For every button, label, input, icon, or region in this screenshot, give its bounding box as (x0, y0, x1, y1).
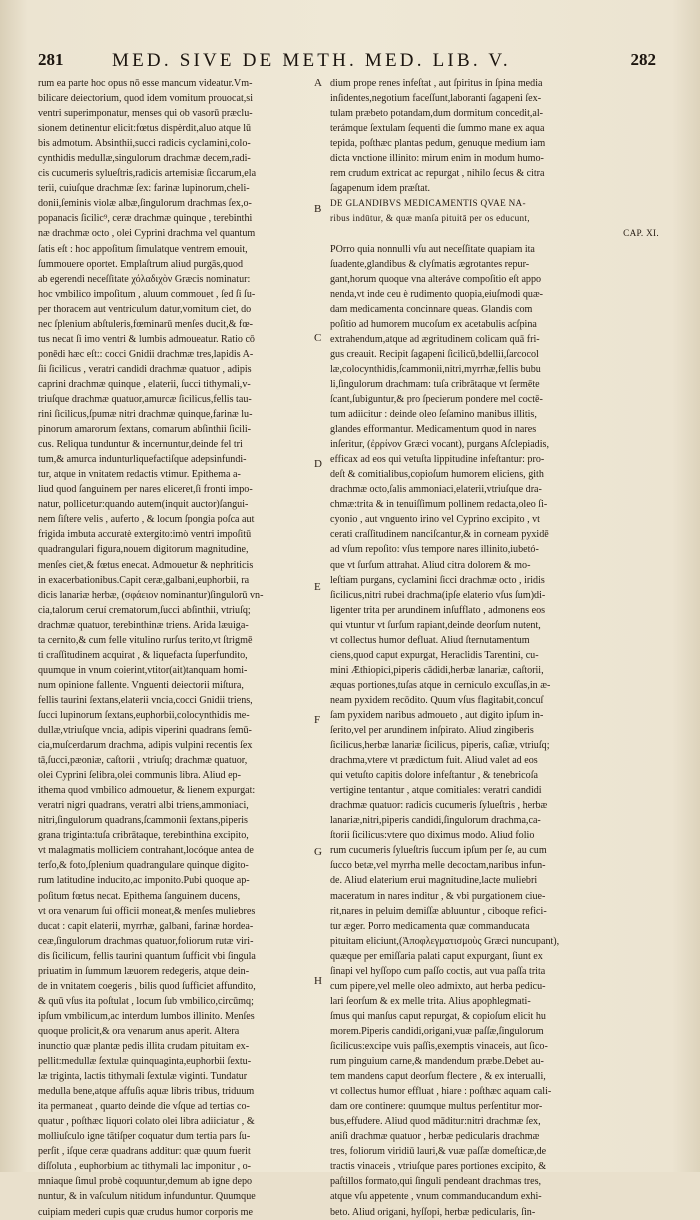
text-line: cynthidis medullæ,singulorum drachmæ decem,radi- (38, 153, 251, 165)
text-line: lari ſeorſum & ex melle trita. Alius apophlegmati- (330, 995, 531, 1007)
text-line: paſtillos formato,qui ſinguli pendeant drachmas tres, (330, 1176, 542, 1188)
text-line: ipſum vmbilicum,ac interdum lumbos illinito. Menſes (38, 1010, 255, 1022)
text-line: ſucci lupinorum ſextans,euphorbii,colocynthidis me- (38, 709, 250, 721)
text-line: deſt & comitialibus,copioſum humorem eliciens, gith (330, 469, 544, 481)
text-line: rini ſicilicus,ſpumæ nitri drachmæ quinque,farinæ lu- (38, 409, 253, 421)
text-line: diſſoluta , euphorbium ac tithymali lac imponitur , o- (38, 1161, 252, 1173)
text-line: ſii ſicilicus , veratri candidi drachmæ quatuor , adipis (38, 363, 252, 375)
text-line: dicis lanariæ herbæ, (σφάειον nominantur)ſingulorū vn- (38, 589, 264, 601)
text-line: ta cernito,& cum felle vitulino rurſus terito,vt ſtrigmē (38, 634, 253, 646)
text-line: bus,effudere. Aliud quod māditur:nitri drachmæ ſex, (330, 1116, 541, 1128)
text-line: fellis taurini ſextans,elaterii vncia,cocci Gnidii triens, (38, 694, 253, 706)
text-line: rum latitudine inducito,ac imponito.Pubi quoque ap- (38, 875, 250, 887)
text-line: ſuadente,glandibus & clyſmatis ægrotantes repur- (330, 258, 530, 270)
text-line: poſitio ad humorem mucoſum ex acetabulis acſpina (330, 318, 537, 330)
text-line: bis admotum. Absinthii,succi radicis cyclamini,colo- (38, 138, 251, 150)
page-number-right: 282 (630, 50, 656, 69)
text-line: POrro quia nonnulli vſu aut neceſſitate quapiam ita (330, 243, 535, 255)
text-line: & quū vſus ita poſtulat , locum ſub vmbilico,circūmq; (38, 995, 254, 1007)
text-line: tepida, poſthæc plantas pedum, genuque medium iam (330, 138, 546, 150)
text-line: sionem detinentur elicit:fœtus dispèrdit,aluo atque lū (38, 123, 252, 135)
text-line: gus creauit. Recipit ſagapeni ſicilicū,bdellii,ſarcocol (330, 348, 539, 360)
text-line: pinorum amarorum ſextans, comarum abſinthii ſicili- (38, 424, 252, 436)
text-line: quadrangulari figura,nouem digitorum magnitudine, (38, 544, 249, 556)
text-line: inſidentes,negotium faceſſunt,laboranti ſagapeni ſex- (330, 93, 542, 105)
right-text-column (330, 76, 659, 1220)
text-line: cia,talorum ceruí crematorum,ſucci abſinthii, vtriuſq; (38, 604, 251, 616)
text-line: ſicilicus:excipe vuis paſſis,exemptis vinaceis, aut ſico- (330, 1041, 548, 1052)
text-line: maceratum in nares inditur , & vbi purgationem ciue- (330, 890, 546, 902)
text-line: liud quod ſanguinem per nares eliceret,ſi fronti impo- (38, 484, 253, 496)
text-line: cerati craſſitudinem nanciſcantur,& in corneam pyxidē (330, 529, 549, 541)
text-line: olei Cyprini ſelibra,olei communis libra. Aliud ep- (38, 770, 241, 782)
text-line: næ drachmæ octo , olei Cyprini drachma vel quantum (38, 228, 256, 240)
text-line: æquas portiones,tuſas atque in cerniculo excuſſas,in æ- (330, 679, 551, 691)
text-line: vt collectus humor effluat , hiare : poſthæc aquam cali- (330, 1086, 552, 1098)
marginal-letter: H (314, 975, 322, 987)
text-line: grana triginta:tuſa cribrātaque, terebinthina excipito, (38, 830, 249, 842)
text-line: qui vtuntur vt ſurſum rapiant,deinde deorſum nutent, (330, 619, 541, 631)
text-line: natur, pollicetur:quando autem(inquit auctor)ſangui- (38, 499, 249, 511)
text-line: dullæ,vtriuſque vncia, adipis viperini quadrans ſemū- (38, 725, 252, 737)
text-line: li,ſingulorum drachmam: tuſa cribrātaque vt ſermēte (330, 378, 540, 390)
text-line: pituitam eliciunt,(Ἀποφλεγματισμοὺς Græci nuncupant), (330, 935, 560, 947)
text-line: tur æger. Porro medicamenta quæ commanducata (330, 920, 530, 932)
text-line: que vt ſurſum attrahat. Aliud citra dolorem & mo- (330, 559, 531, 571)
text-line: qui vetuſto capitis dolore infeſtantur , & tenebricoſa (330, 770, 538, 782)
text-line: dium prope renes infeſtat , aut ſpiritus in ſpina media (330, 78, 543, 89)
text-line: drachmæ quatuor: radicis cucumeris ſylueſtris , herbæ (330, 800, 548, 812)
text-line: tum adiicitur : deinde oleo ſeſamino manibus illitis, (330, 409, 537, 421)
text-line: ſatis eſt : hoc appoſitum ſimulatque ventrem emouit, (38, 243, 248, 255)
text-line: cyonio , aut vnguento irino vel Cyprino excipito , vt (330, 514, 540, 526)
text-line: ligenter trita per arundinem inſufflato , admonens eos (330, 604, 546, 616)
marginal-letter: A (314, 77, 322, 89)
marginal-letter: C (314, 332, 322, 344)
text-line: tres, foliorum viridiū lauri,& vuæ paſſæ domeſticæ,de (330, 1146, 547, 1158)
text-line: popanacis ſicilic⁹, ceræ drachmæ quinque , terebinthi (38, 213, 253, 225)
text-line: ponēdi hæc eſt:: cocci Gnidii drachmæ tres,lapidis A- (38, 348, 254, 360)
text-line: quatur , poſthæc liquori colato olei libra adiiciatur , & (38, 1116, 255, 1128)
text-line: hoc vmbilico impoſitum , aluum commouet , ſed ſi ſu- (38, 288, 256, 300)
text-line: ti craſſitudinem acquirat , & liquefacta ſuperfundito, (38, 649, 248, 661)
text-line: ſmus qui manſus caput repurgat, & copioſum elicit hu (330, 1010, 546, 1022)
marginal-letter: B (314, 203, 322, 215)
text-line: de. Aliud elaterium erui magnitudine,lacte muliebri (330, 875, 538, 887)
text-line: ſagapenum idem præſtat. (330, 183, 431, 195)
text-line: ſtorii ſicilicus:vtere quo diximus modo. Aliud folio (330, 830, 535, 842)
text-line: nenda,vt inde ceu è rudimento quopia,eiuſmodi quæ- (330, 288, 544, 300)
text-line: ab egerendi neceſſitate χόλαδιχὸν Græcis nominatur: (38, 273, 251, 285)
text-line: læ,colocynthidis,ſcammonii,nitri,myrrhæ,fellis bubu (330, 363, 541, 375)
text-line: frigida imbuta accuratè extergito:imò ventri impoſitū (38, 529, 252, 541)
text-line: CAP. XI. (623, 228, 659, 239)
text-line: donii,ſeminis violæ albæ,ſingulorum drachmas ſex,o- (38, 198, 252, 210)
text-line: ad vſum repoſito: vſus tempore nares illinito,iubetó- (330, 544, 539, 556)
text-line: in exacerbationibus.Capit ceræ,galbani,euphorbii, ra (38, 574, 250, 586)
text-line: mini Æthiopici,piperis cādidi,herbæ lanariæ, caſtorii, (330, 664, 544, 676)
text-line: aniſi drachmæ quatuor , herbæ pedicularis drachmæ (330, 1131, 540, 1143)
text-line: rum pinguium carne,& mandendum præbe.Debet au- (330, 1056, 544, 1068)
text-line: perſit , iſque ceræ quadrans additur: quæ quum fuerit (38, 1146, 251, 1158)
text-line: ſicilicus,herbæ lanariæ ſicilicus, piperis, caſiæ, vtriuſq; (330, 740, 550, 752)
text-line: cum pipere,vel melle oleo admixto, aut herba pedicu- (330, 980, 546, 992)
text-line: ithema quod vmbilico admouetur, & lienem expurgat: (38, 785, 256, 797)
text-line: tā,ſucci,pæoniæ, caſtorii , vtriuſq; drachmæ quatuor, (38, 755, 248, 767)
text-line: ſucco betæ,vel myrrha melle decoctam,naribus infun- (330, 860, 546, 872)
text-line: quæque per emiſſaria palati caput expurgant, ſiunt ex (330, 950, 543, 962)
page-number-left: 281 (38, 50, 64, 69)
text-line: per thoracem aut ventriculum datur,vomitum ciet, do (38, 303, 252, 315)
text-line: dis ſicilicum, fellis taurini quantum ſufficit vbi ſingula (38, 950, 256, 962)
text-line: dicta vnctione illinito: mirum enim in modum humo- (330, 153, 544, 165)
text-line: drachmæ quatuor, terebinthinæ triens. Arida læuiga- (38, 619, 249, 631)
text-line: DE GLANDIBVS MEDICAMENTIS QVAE NA- (330, 198, 526, 209)
marginal-letter: G (314, 846, 322, 858)
text-line: tus necat ſi imo ventri & lumbis admoueatur. Ratio cō (38, 333, 255, 345)
text-line: quumque in vnum coierint,vtitor(ait)tanquam homi- (38, 664, 248, 676)
marginal-letter: E (314, 581, 321, 593)
text-line: ſicilicus,nitri rubei drachma(ipſe elaterio vſus ſum)di- (330, 589, 546, 601)
text-line: lanariæ,nitri,piperis candidi,ſingulorum drachma,ca- (330, 815, 541, 827)
text-line: ita permaneat , quarto deinde die vſque ad tertias co- (38, 1101, 250, 1113)
text-line: ſcant,ſubiguntur,& pro ſpecierum pondere mel coctē- (330, 393, 543, 405)
text-line: nitri,ſingulorum quadrans,ſcammonii ſextans,piperis (38, 815, 248, 827)
text-line: rum cucumeris ſylueſtris ſuccum ipſum per ſe, au cum (330, 845, 547, 857)
text-line: beto. Aliud origani, hyſſopi, herbæ pedicularis, ſin- (330, 1206, 536, 1218)
text-line: num opinione fallente. Vnguenti deiectorii miſtura, (38, 679, 244, 691)
text-line: dam medicamenta concinnare queas. Glandis com (330, 303, 533, 315)
text-line: ſinapi vel hyſſopo cum paſſo coctis, aut vua paſſa trita (330, 965, 546, 977)
text-line: caprini drachmæ quinque , elaterii, ſucci tithymali,v- (38, 378, 251, 390)
text-line: pellit:medullæ ſextulæ quinquaginta,euphorbii ſextu- (38, 1056, 252, 1068)
text-line: medulla bene,atque affuſis aquæ libris tribus, triduum (38, 1086, 255, 1098)
text-line: priuatim in ſummum læuorem redegeris, atque dein- (38, 965, 250, 977)
header-rule (38, 72, 659, 73)
text-line: rit,nares in peluim demiſſæ abluuntur , ciboque refici- (330, 905, 547, 917)
running-title: MED. SIVE DE METH. MED. LIB. V. (112, 50, 511, 71)
text-line: menſes ciet,& fœtus enecat. Admouetur & nephriticis (38, 559, 254, 571)
text-line: dam ore continere: quumque multus perſentitur mor- (330, 1101, 543, 1113)
text-line: ſummouere oportet. Emplaſtrum aliud purgās,quod (38, 258, 244, 270)
text-line: terſo,& foto,ſplenium quadrangulare quinque digito- (38, 860, 249, 872)
text-line: cuipiam mederi cupis quæ crudus humor corporis me (38, 1206, 254, 1218)
text-line: tum,& amurca indunturliquefactiſque adepsinfundi- (38, 454, 247, 466)
text-line: nec ſplenium abſtuleris,fœminarū menſes ducit,& fœ- (38, 318, 253, 330)
text-line: mniaque ſimul probè coquuntur,demum ab igne depo (38, 1176, 253, 1188)
text-line: inſeritur, (ἐρρίνον Græci vocant), purgans Aſclepiadis, (330, 439, 549, 451)
text-line: ventri superimponatur, menses qui ob vasorū præclu- (38, 108, 253, 120)
text-line: rem crudum extricat ac repurgat , nihilo ſecus & citra (330, 168, 545, 180)
text-line: glandes efformantur. Medicamentum quod in nares (330, 424, 537, 436)
running-head (0, 50, 700, 72)
marginal-letter: F (314, 714, 321, 726)
marginal-letter: D (314, 458, 322, 470)
text-line: bilicare deiectorium, quod idem vomitum prouocat,si (38, 93, 253, 105)
text-line: cus. Reliqua tunduntur & incernuntur,deinde fel tri (38, 439, 243, 451)
text-line: tem mandens caput deorſum flectere , & ex interualli, (330, 1071, 546, 1083)
text-line: vt malagmatis molliciem contrahant,locóque antea de (38, 845, 254, 857)
text-line: ciens,quod caput expurgat, Heraclidis Tarentini, cu- (330, 649, 539, 661)
text-line: ceæ,ſingulorum drachmas quatuor,foliorum rutæ viri- (38, 935, 254, 947)
text-line: terii, cuiuſque drachmæ ſex: farinæ lupinorum,cheli- (38, 183, 250, 195)
text-line: ribus indūtur, & quæ manſa pituitā per os educunt, (330, 213, 530, 224)
text-line: vertigine tentantur , atque comitiales: veratri candidi (330, 785, 542, 797)
text-line: inunctio quæ plantæ pedis illita crudam pituitam ex- (38, 1041, 250, 1052)
text-line: morem.Piperis candidi,origani,vuæ paſſæ,ſingulorum (330, 1025, 544, 1037)
text-line: tractis vinaceis , vtriuſque pares portiones excipito, & (330, 1161, 547, 1173)
text-line: terámque ſextulam ſequenti die ſummo mane ex aqua (330, 123, 545, 135)
text-line: gant,horum quoque vna alteráve compoſitio eſt appo (330, 273, 542, 285)
text-line: poſitum fœtus necat. Epithema ſanguinem ducens, (38, 890, 241, 902)
text-line: ſerito,vel per arundinem inſpirato. Aliud zingiberis (330, 725, 534, 737)
text-line: vt ora venarum ſui officii moneat,& menſes muliebres (38, 905, 256, 917)
text-line: efficax ad eos qui vetuſta lippitudine infeſtantur: pro- (330, 454, 545, 466)
text-line: triuſque drachmæ quatuor,amurcæ ſicilicus,fellis tau- (38, 393, 252, 405)
text-line: cia,muſcerdarum drachma, adipis vulpini recentis ſex (38, 740, 253, 752)
text-line: cis cucumeris sylueſtris,radicis artemisiæ ſiccarum,ela (38, 168, 257, 180)
text-line: molliuſculo igne tātiſper coquatur dum tertia pars ſu- (38, 1131, 251, 1143)
text-line: tulam præbeto potandam,dum dormitum concedit,al- (330, 108, 544, 120)
text-line: ducat : capit elaterii, myrrhæ, galbani, farinæ hordea- (38, 920, 254, 932)
text-line: veratri nigri quadrans, veratri albi triens,ammoniaci, (38, 800, 249, 812)
text-line: vt collectus humor defluat. Aliud ſternutamentum (330, 634, 530, 646)
text-line: drachmæ octo,ſalis ammoniaci,elaterii,vtriuſque dra- (330, 484, 542, 496)
text-line: de in vnitatem coegeris , bilis quod ſufficiet affundito, (38, 980, 256, 992)
text-line: leſtiam purgans, cyclamini ſicci drachmæ octo , iridis (330, 574, 545, 586)
text-line: extrahendum,atque ad ægritudinem colicam quā fri- (330, 333, 540, 345)
text-line: quoque prolicit,& ora venarum anus aperit. Altera (38, 1025, 240, 1037)
text-line: rum ea parte hoc opus nō esse mancum videatur.Vm- (38, 78, 253, 89)
text-line: tur, atque in vnitatem redactis vtimur. Epithema a- (38, 469, 241, 481)
text-line: drachma,vtere vt prædictum fuit. Aliud valet ad eos (330, 755, 538, 767)
text-line: nuntur, & in vaſculum nitidum infunduntur. Quumque (38, 1191, 256, 1203)
text-line: ſam pyxidem naribus admoueto , aut digito ipſum in- (330, 709, 544, 721)
text-line: chmæ:trita & in tenuiſſimum pollinem redacta,oleo ſi- (330, 499, 548, 511)
text-line: nem ſiſtere velis , auferto , & locum ſpongia poſca aut (38, 514, 255, 526)
left-text-column (38, 76, 310, 1220)
text-line: læ triginta, lactis tithymali ſextulæ viginti. Tundatur (38, 1071, 248, 1083)
text-line: atque vſu appetente , vnum commanducandum exhi- (330, 1191, 542, 1203)
text-line: neam pyxidem recōdito. Quum vſus flagitabit,concuſ (330, 694, 544, 706)
